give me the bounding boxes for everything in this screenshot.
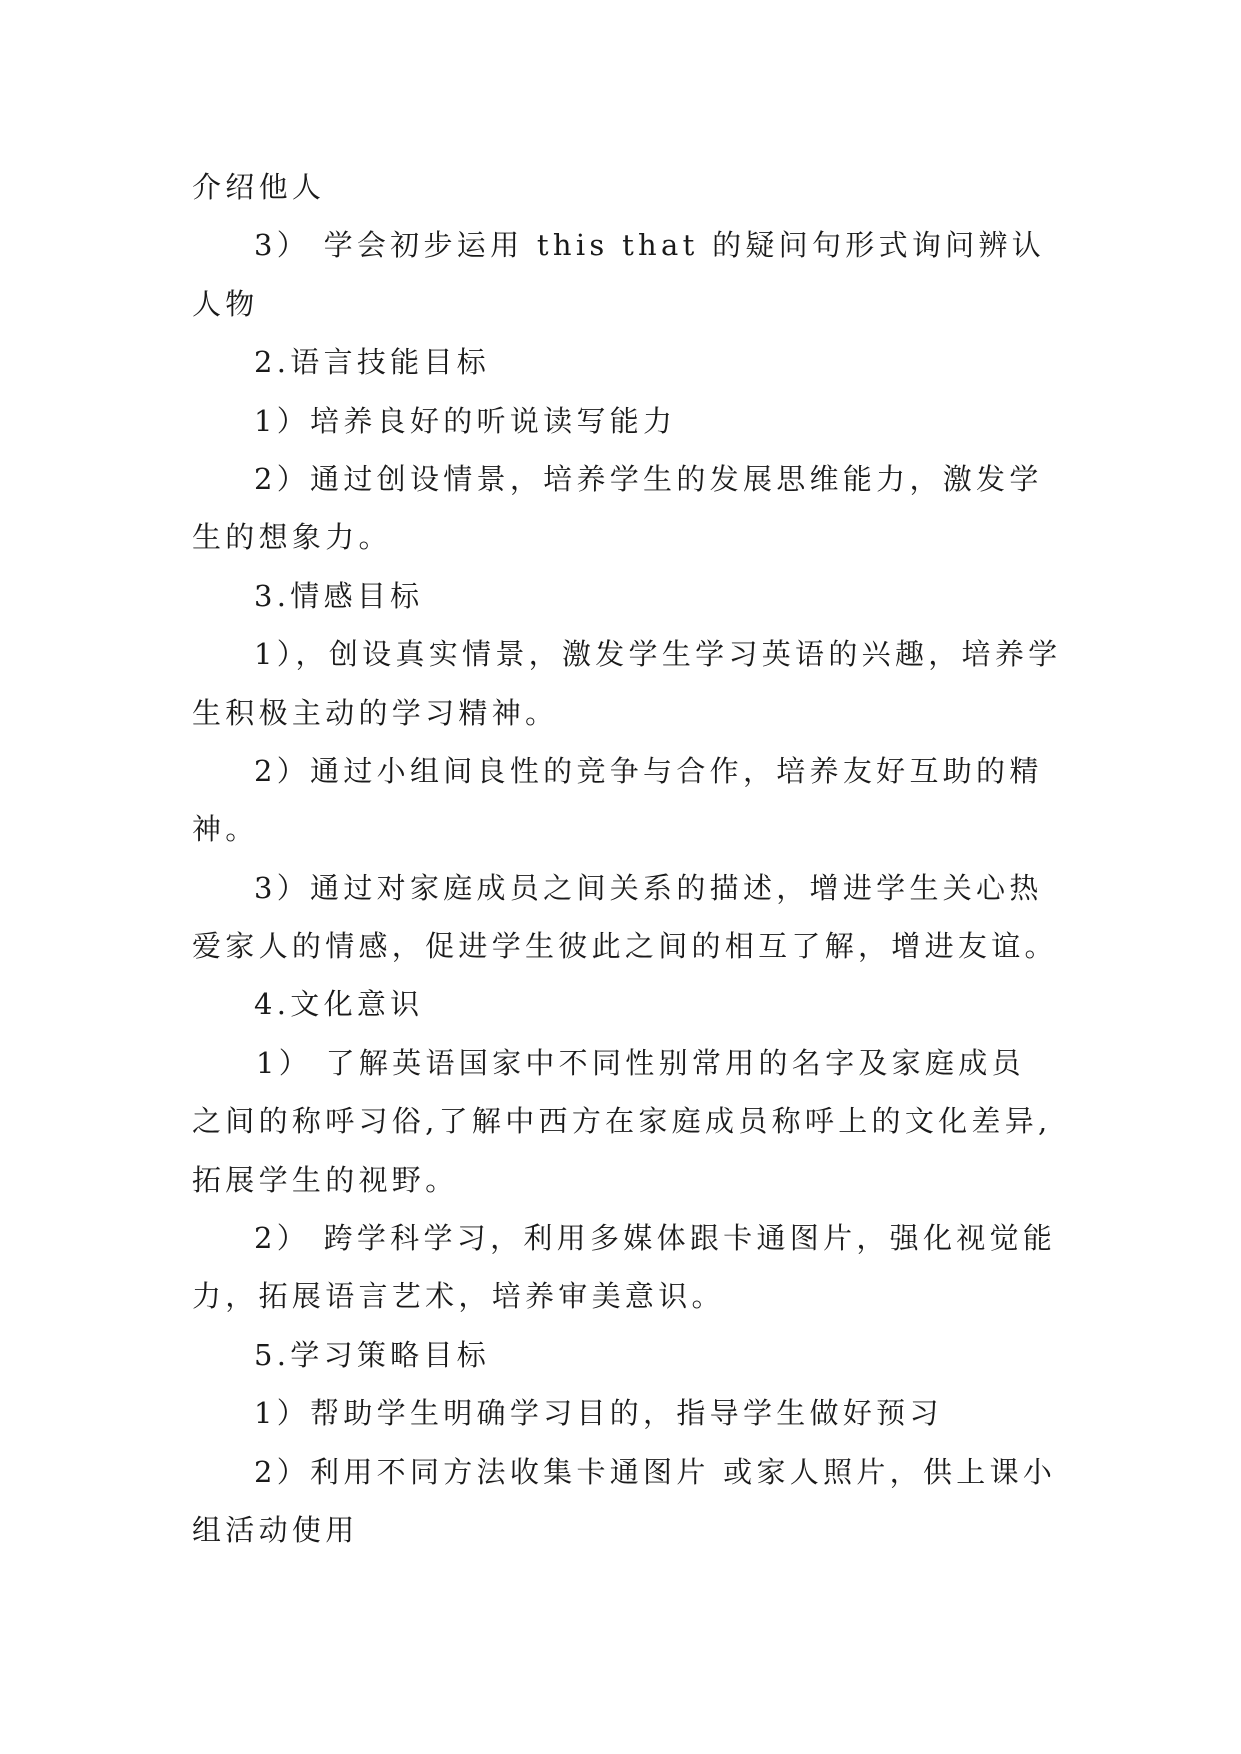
text-line: 组活动使用 — [192, 1512, 359, 1547]
text-line: 生积极主动的学习精神。 — [192, 695, 559, 730]
section-heading: 3.情感目标 — [254, 578, 424, 613]
text-line: 生的想象力。 — [192, 520, 392, 555]
text-line: 介绍他人 — [192, 170, 326, 204]
text-line: 拓展学生的视野。 — [192, 1162, 459, 1197]
document-body — [192, 158, 1062, 1559]
text-line: 1），创设真实情景，激发学生学习英语的兴趣，培养学 — [254, 637, 1062, 672]
section-heading: 2.语言技能目标 — [254, 345, 491, 380]
text-line: 之间的称呼习俗,了解中西方在家庭成员称呼上的文化差异, — [192, 1104, 1052, 1139]
text-line: 神。 — [192, 812, 259, 847]
text-line: 1）帮助学生明确学习目的，指导学生做好预习 — [254, 1396, 943, 1431]
text-line: 爱家人的情感，促进学生彼此之间的相互了解，增进友谊。 — [192, 929, 1058, 964]
text-line: 2）通过创设情景，培养学生的发展思维能力，激发学 — [254, 461, 1043, 496]
section-heading: 5.学习策略目标 — [254, 1337, 491, 1372]
section-heading: 4.文化意识 — [254, 987, 424, 1022]
text-line: 3） 学会初步运用 this that 的疑问句形式询问辨认 — [254, 228, 1046, 263]
text-line: 人物 — [192, 286, 259, 321]
text-line: 2） 跨学科学习，利用多媒体跟卡通图片，强化视觉能 — [254, 1221, 1057, 1256]
text-line: 2）利用不同方法收集卡通图片 或家人照片，供上课小 — [254, 1454, 1057, 1489]
text-line: 2）通过小组间良性的竞争与合作，培养友好互助的精 — [254, 753, 1043, 788]
text-line: 1） 了解英语国家中不同性别常用的名字及家庭成员 — [256, 1045, 1025, 1080]
text-line: 力，拓展语言艺术，培养审美意识。 — [192, 1279, 725, 1314]
text-line: 1）培养良好的听说读写能力 — [254, 403, 677, 438]
text-line: 3）通过对家庭成员之间关系的描述，增进学生关心热 — [254, 870, 1043, 905]
